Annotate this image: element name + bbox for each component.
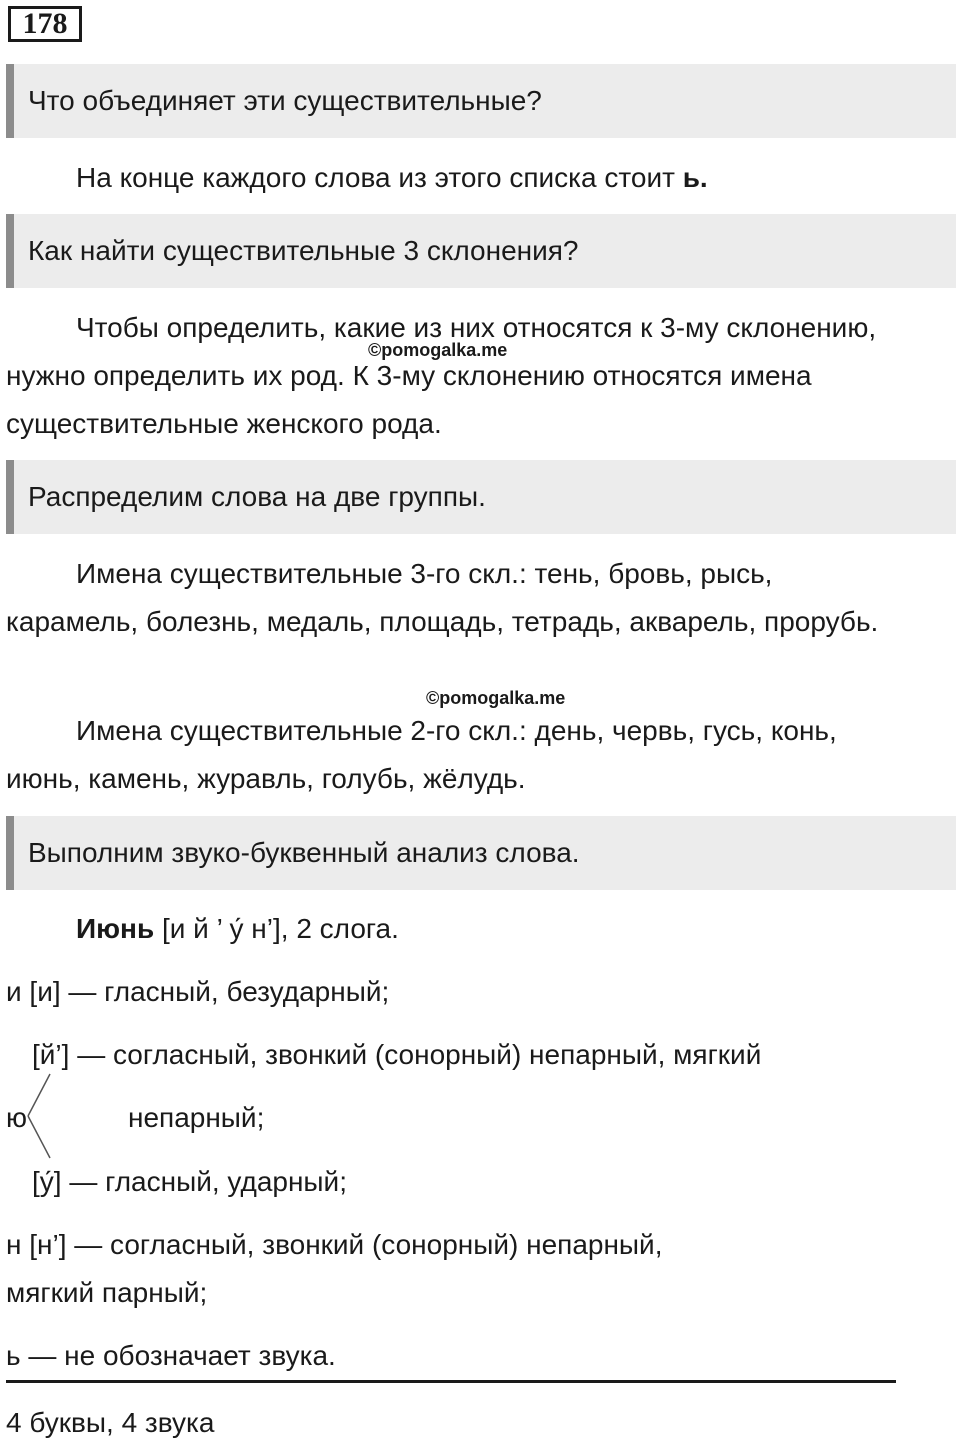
analysis-transcription: [и й ’ у́ н’], 2 слога.	[154, 913, 399, 944]
analysis-summary: 4 буквы, 4 звука	[6, 1407, 215, 1438]
analysis-word-line	[76, 909, 399, 949]
analysis-line-i: и [и] — гласный, безударный;	[6, 976, 390, 1007]
analysis-line-n1: н [н’] — согласный, звонкий (сонорный) непарный,	[6, 1229, 663, 1260]
yu-branch-lines	[20, 1068, 60, 1164]
analysis-line-j-cont: непарный;	[128, 1102, 265, 1133]
watermark-2: ©pomogalka.me	[426, 688, 566, 708]
answer-3-group3: Имена существительные 3-го скл.: тень, бровь, рысь, карамель, болезнь, медаль, площадь, тетрадь, акварель, прорубь.	[6, 558, 879, 637]
yu-branch-up	[28, 1074, 50, 1116]
analysis-word: Июнь	[76, 913, 155, 944]
answer-2: Чтобы определить, какие из них относятся к 3-му склонению, нужно определить их род. К 3-му склонению относятся имена существительные женского рода.	[6, 312, 877, 439]
summary-divider	[6, 1380, 896, 1383]
watermark-1: ©pomogalka.me	[368, 340, 508, 360]
question-4: Выполним звуко-буквенный анализ слова.	[6, 816, 956, 890]
analysis-line-u: [у́] — гласный, ударный;	[32, 1166, 347, 1197]
answer-1-text: На конце каждого слова из этого списка стоит	[76, 162, 683, 193]
question-2: Как найти существительные 3 склонения?	[6, 214, 956, 288]
yu-branch-down	[28, 1116, 50, 1158]
analysis-letter-yu: ю	[6, 1102, 27, 1133]
analysis-line-j: [й’] — согласный, звонкий (сонорный) непарный, мягкий	[32, 1039, 762, 1070]
analysis-line-soft: ь — не обозначает звука.	[6, 1340, 336, 1371]
question-3: Распределим слова на две группы.	[6, 460, 956, 534]
question-1: Что объединяет эти существительные?	[6, 64, 956, 138]
answer-3-group2: Имена существительные 2-го скл.: день, червь, гусь, конь, июнь, камень, журавль, голубь, жёлудь.	[6, 715, 837, 794]
answer-1-bold: ь.	[682, 162, 708, 193]
answer-1	[6, 154, 906, 202]
analysis-line-n2: мягкий парный;	[6, 1277, 208, 1308]
task-number: 178	[8, 6, 82, 42]
